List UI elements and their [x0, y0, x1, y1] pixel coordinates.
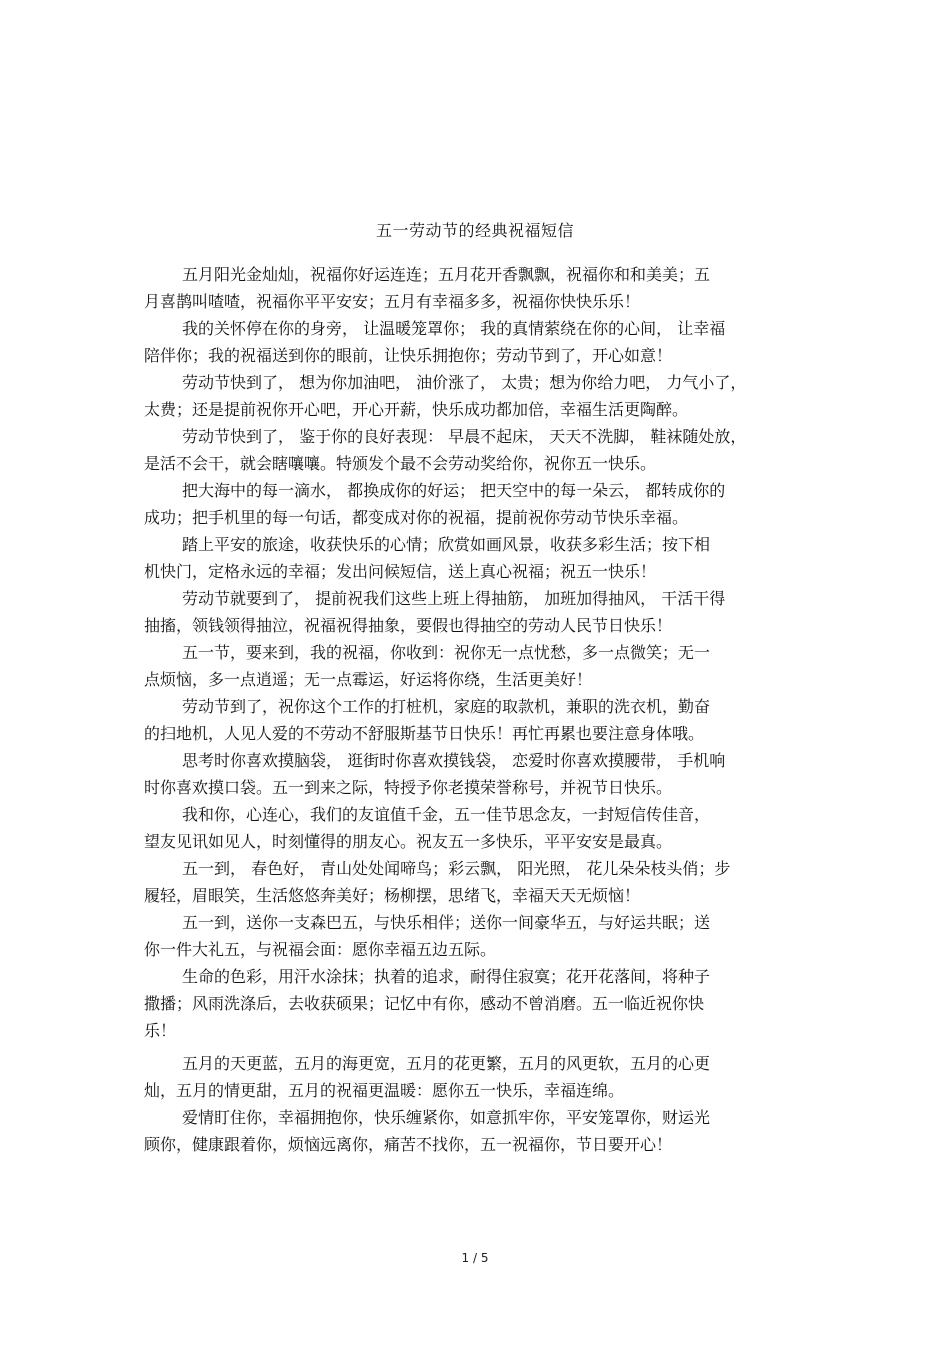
- paragraph-line: 爱情盯住你，幸福拥抱你，快乐缠紧你，如意抓牢你，平安笼罩你，财运光: [182, 1108, 711, 1127]
- paragraph-line: 劳动节快到了， 想为你加油吧， 油价涨了， 太贵；想为你给力吧， 力气小了，: [182, 373, 747, 392]
- paragraph-line: 五月的天更蓝，五月的海更宽，五月的花更繁，五月的风更软，五月的心更: [182, 1054, 711, 1073]
- paragraph-line: 我的关怀停在你的身旁， 让温暖笼罩你； 我的真情萦绕在你的心间， 让幸福: [182, 319, 726, 338]
- paragraph-line: 月喜鹊叫喳喳，祝福你平平安安；五月有幸福多多，祝福你快快乐乐！: [144, 292, 641, 311]
- paragraph-line: 乐！: [144, 1021, 177, 1040]
- paragraph-line: 生命的色彩，用汗水涂抹；执着的追求，耐得住寂寞；花开花落间，将种子: [182, 967, 711, 986]
- paragraph-line: 是活不会干，就会瞎嚷嚷。特颁发个最不会劳动奖给你，祝你五一快乐。: [144, 454, 657, 473]
- paragraph-line: 抽搐，领钱领得抽泣，祝福祝得抽象，要假也得抽空的劳动人民节日快乐！: [144, 616, 673, 635]
- paragraph-line: 五一到，送你一支森巴五，与快乐相伴；送你一间豪华五，与好运共眠；送: [182, 913, 711, 932]
- paragraph-line: 劳动节快到了， 鉴于你的良好表现： 早晨不起床， 天天不洗脚， 鞋袜随处放，: [182, 427, 747, 446]
- paragraph-line: 思考时你喜欢摸脑袋， 逛街时你喜欢摸钱袋， 恋爱时你喜欢摸腰带， 手机响: [182, 751, 726, 770]
- paragraph-line: 我和你，心连心，我们的友谊值千金，五一佳节思念友，一封短信传佳音，: [182, 805, 711, 824]
- paragraph-line: 陪伴你；我的祝福送到你的眼前，让快乐拥抱你；劳动节到了，开心如意！: [144, 346, 673, 365]
- page-separator: /: [472, 1251, 478, 1265]
- document-body: [144, 261, 806, 1158]
- page-total: 5: [480, 1251, 489, 1265]
- page-number: [0, 1249, 950, 1267]
- page-current: 1: [461, 1251, 470, 1265]
- paragraph-line: 灿，五月的情更甜，五月的祝福更温暖：愿你五一快乐，幸福连绵。: [144, 1081, 625, 1100]
- paragraph-line: 劳动节就要到了， 提前祝我们这些上班上得抽筋， 加班加得抽风， 干活干得: [182, 589, 726, 608]
- paragraph-line: 的扫地机，人见人爱的不劳动不舒服斯基节日快乐！再忙再累也要注意身体哦。: [144, 724, 705, 743]
- paragraph-line: 顾你，健康跟着你，烦恼远离你，痛苦不找你，五一祝福你，节日要开心！: [144, 1135, 673, 1154]
- paragraph-line: 机快门，定格永远的幸福；发出问候短信，送上真心祝福；祝五一快乐！: [144, 562, 657, 581]
- paragraph-line: 履轻，眉眼笑，生活悠悠奔美好；杨柳摆，思绪飞，幸福天天无烦恼！: [144, 886, 641, 905]
- paragraph-line: 把大海中的每一滴水， 都换成你的好运； 把天空中的每一朵云， 都转成你的: [182, 481, 726, 500]
- paragraph-line: 成功；把手机里的每一句话，都变成对你的祝福，提前祝你劳动节快乐幸福。: [144, 508, 689, 527]
- paragraph-line: 五月阳光金灿灿，祝福你好运连连；五月花开香飘飘，祝福你和和美美；五: [182, 265, 711, 284]
- document-title: 五一劳动节的经典祝福短信: [375, 221, 574, 240]
- paragraph-line: 五一到， 春色好， 青山处处闻啼鸟；彩云飘， 阳光照， 花儿朵朵枝头俏；步: [182, 859, 731, 878]
- paragraph-line: 时你喜欢摸口袋。五一到来之际，特授予你老摸荣誉称号，并祝节日快乐。: [144, 778, 673, 797]
- paragraph-line: 望友见讯如见人，时刻懂得的朋友心。祝友五一多快乐，平平安安是最真。: [144, 832, 673, 851]
- paragraph-line: 撒播；风雨洗涤后，去收获硕果；记忆中有你，感动不曾消磨。五一临近祝你快: [144, 994, 705, 1013]
- paragraph-line: 踏上平安的旅途，收获快乐的心情；欣赏如画风景，收获多彩生活；按下相: [182, 535, 711, 554]
- paragraph-line: 劳动节到了，祝你这个工作的打桩机，家庭的取款机，兼职的洗衣机，勤奋: [182, 697, 711, 716]
- paragraph-line: 你一件大礼五，与祝福会面：愿你幸福五边五际。: [144, 940, 497, 959]
- paragraph-line: 太费；还是提前祝你开心吧，开心开薪，快乐成功都加倍，幸福生活更陶醉。: [144, 400, 689, 419]
- paragraph-line: 五一节，要来到，我的祝福，你收到：祝你无一点忧愁，多一点微笑；无一: [182, 643, 711, 662]
- paragraph-line: 点烦恼，多一点逍遥；无一点霉运，好运将你绕，生活更美好！: [144, 670, 593, 689]
